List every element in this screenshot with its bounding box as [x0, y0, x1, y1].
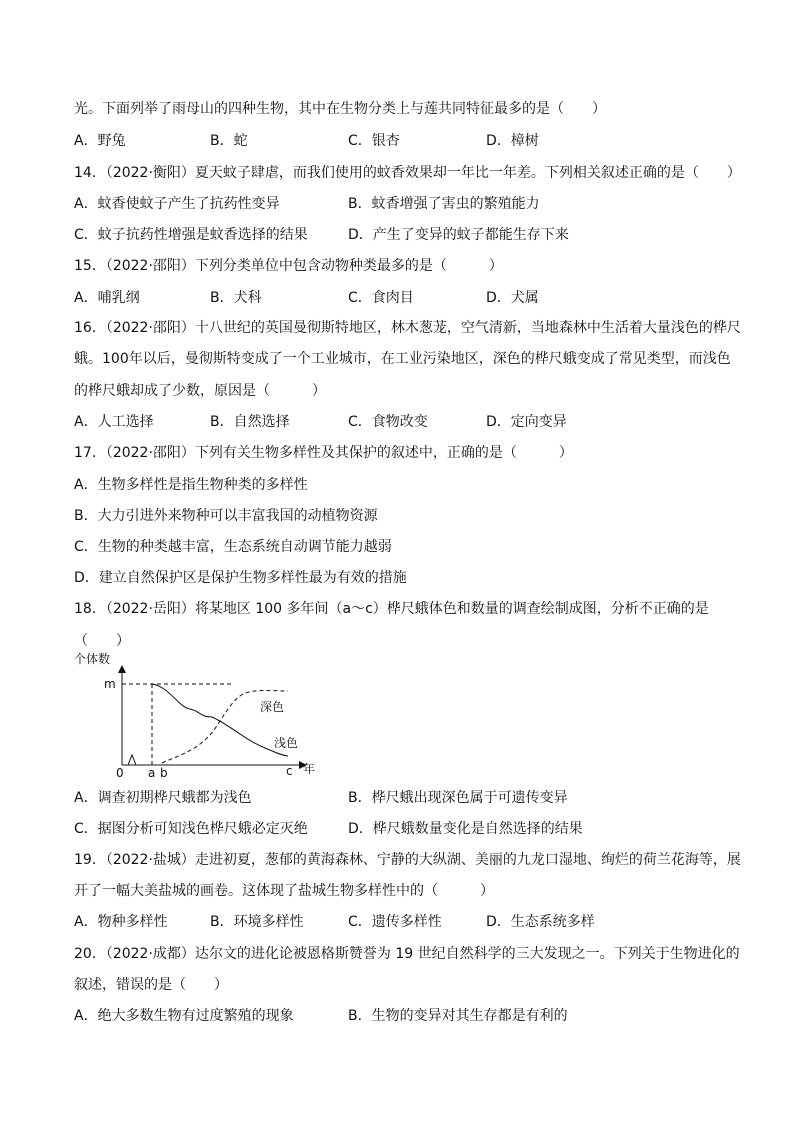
q15-option-b[interactable]: B．犬科 [210, 290, 262, 306]
q15-option-a[interactable]: A．哺乳纲 [74, 290, 140, 306]
q17-option-c[interactable]: C．生物的种类越丰富，生态系统自动调节能力越弱 [74, 539, 392, 555]
q19-option-d[interactable]: D．生态系统多样 [486, 914, 595, 930]
q19-option-b[interactable]: B．环境多样性 [210, 914, 304, 930]
q14-option-b[interactable]: B．蚊香增强了害虫的繁殖能力 [348, 196, 540, 212]
q16-stem-line3: 的桦尺蛾却成了少数，原因是（ ） [74, 383, 326, 399]
q18-chart-svg [74, 652, 340, 780]
q14-option-d[interactable]: D．产生了变异的蚊子都能生存下来 [348, 227, 569, 243]
q13-option-c[interactable]: C．银杏 [348, 133, 400, 149]
q19-option-a[interactable]: A．物种多样性 [74, 914, 168, 930]
chart-series-light-label: 浅色 [274, 736, 299, 750]
q16-option-c[interactable]: C．食物改变 [348, 414, 428, 430]
q18-options-row2 [74, 819, 734, 839]
q18-option-d[interactable]: D．桦尺蛾数量变化是自然选择的结果 [348, 821, 583, 837]
chart-origin-label: 0 [116, 766, 124, 780]
q13-options [74, 131, 734, 151]
q20-stem-line1: 20．（2022·成都）达尔文的进化论被恩格斯赞誉为 19 世纪自然科学的三大发现之一。下列关于生物进化的 [74, 946, 740, 962]
q17-option-a[interactable]: A．生物多样性是指生物种类的多样性 [74, 477, 308, 493]
q14-options-row2 [74, 225, 734, 245]
q20-options [74, 1006, 734, 1026]
q15-stem: 15．（2022·邵阳）下列分类单位中包含动物种类最多的是（ ） [74, 258, 503, 274]
q18-option-c[interactable]: C．据图分析可知浅色桦尺蛾必定灭绝 [74, 821, 308, 837]
q16-option-a[interactable]: A．人工选择 [74, 414, 154, 430]
q15-options [74, 288, 734, 308]
chart-x-tick-c: c [286, 764, 293, 778]
q17-option-b[interactable]: B．大力引进外来物种可以丰富我国的动植物资源 [74, 508, 378, 524]
q20-stem-line2: 叙述，错误的是（ ） [74, 977, 228, 993]
q19-stem-line1: 19．（2022·盐城）走进初夏，葱郁的黄海森林、宁静的大纵湖、美丽的九龙口湿地、绚烂的荷兰花海等，展 [74, 852, 741, 868]
q19-stem-line2: 开了一幅大美盐城的画卷。这体现了盐城生物多样性中的（ ） [74, 883, 494, 899]
chart-ylabel: 个体数 [74, 652, 111, 666]
q19-options [74, 912, 734, 932]
q14-option-a[interactable]: A．蚊香使蚊子产生了抗药性变异 [74, 196, 280, 212]
q20-option-a[interactable]: A．绝大多数生物有过度繁殖的现象 [74, 1008, 294, 1024]
q16-stem-line2: 蛾。100年以后，曼彻斯特变成了一个工业城市，在工业污染地区，深色的桦尺蛾变成了常见类型，而浅色 [74, 351, 731, 367]
q16-option-b[interactable]: B．自然选择 [210, 414, 290, 430]
chart-y-tick-m: m [104, 677, 116, 691]
q16-option-d[interactable]: D．定向变异 [486, 414, 567, 430]
q16-options [74, 412, 734, 432]
chart-x-tick-a: a [148, 766, 156, 780]
q15-option-c[interactable]: C．食肉目 [348, 290, 414, 306]
q18-stem-line1: 18．（2022·岳阳）将某地区 100 多年间（a～c）桦尺蛾体色和数量的调查绘制成图，分析不正确的是 [74, 601, 709, 617]
q14-stem: 14．（2022·衡阳）夏天蚊子肆虐，而我们使用的蚊香效果却一年比一年差。下列相关叙述正确的是（ ） [74, 165, 741, 181]
q13-option-a[interactable]: A．野兔 [74, 133, 126, 149]
chart-xlabel: 年 [303, 762, 316, 776]
q18-option-a[interactable]: A．调查初期桦尺蛾都为浅色 [74, 790, 252, 806]
chart-series-light [152, 684, 288, 756]
q18-chart [74, 652, 340, 780]
q18-options-row1 [74, 788, 734, 808]
chart-series-dark-label: 深色 [260, 700, 285, 714]
q17-option-d[interactable]: D．建立自然保护区是保护生物多样性最为有效的措施 [74, 570, 407, 586]
chart-axis-break [128, 755, 136, 765]
q18-stem-line2: （ ） [74, 633, 130, 649]
q18-option-b[interactable]: B．桦尺蛾出现深色属于可遗传变异 [348, 790, 568, 806]
q13-option-b[interactable]: B．蛇 [210, 133, 248, 149]
q19-option-c[interactable]: C．遗传多样性 [348, 914, 442, 930]
q15-option-d[interactable]: D．犬属 [486, 290, 539, 306]
q13-option-d[interactable]: D．樟树 [486, 133, 539, 149]
q14-option-c[interactable]: C．蚊子抗药性增强是蚊香选择的结果 [74, 227, 308, 243]
q14-options-row1 [74, 194, 734, 214]
q17-stem: 17．（2022·邵阳）下列有关生物多样性及其保护的叙述中，正确的是（ ） [74, 445, 573, 461]
chart-x-tick-b: b [160, 766, 168, 780]
q16-stem-line1: 16．（2022·邵阳）十八世纪的英国曼彻斯特地区，林木葱茏，空气清新，当地森林中生活着大量浅色的桦尺 [74, 320, 741, 336]
q20-option-b[interactable]: B．生物的变异对其生存都是有利的 [348, 1008, 568, 1024]
q13-stem-tail: 光。下面列举了雨母山的四种生物，其中在生物分类上与莲共同特征最多的是（ ） [74, 101, 606, 117]
